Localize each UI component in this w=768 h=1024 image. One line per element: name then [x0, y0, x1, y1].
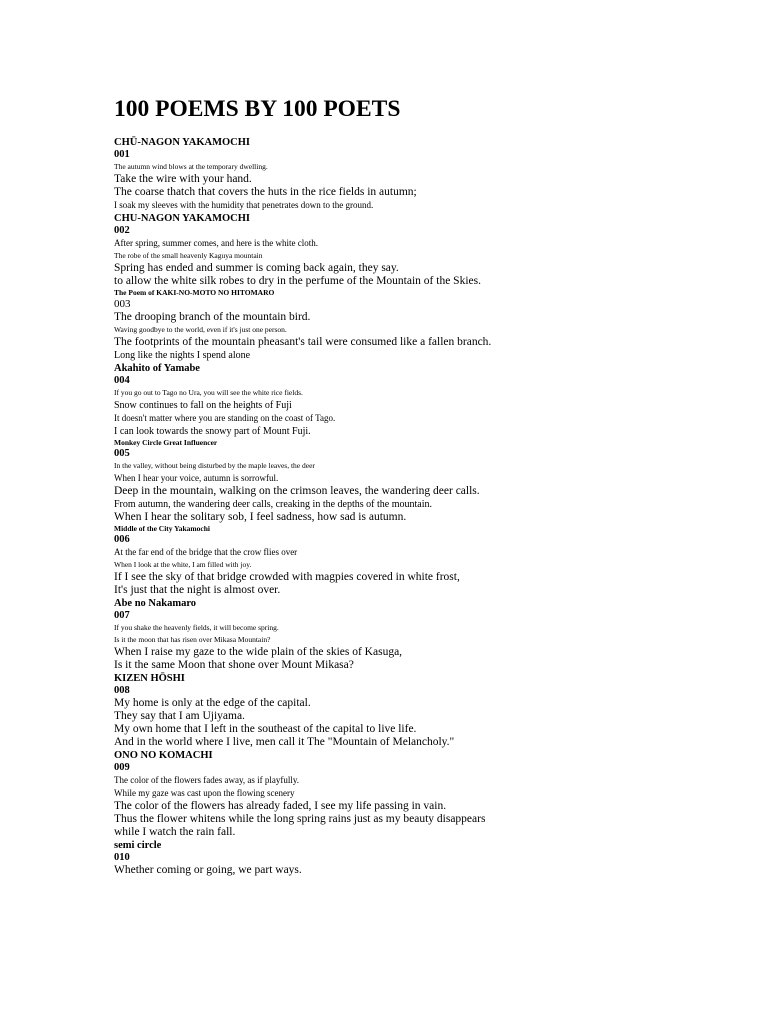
- poet-name: semi circle: [114, 840, 162, 851]
- poem-line: When I hear the solitary sob, I feel sadness, how sad is autumn.: [114, 511, 407, 523]
- poem-number: 008: [114, 685, 130, 696]
- poem-line: Snow continues to fall on the heights of Fuji: [114, 400, 292, 411]
- poem-line: The autumn wind blows at the temporary dwelling.: [114, 162, 268, 171]
- poem-line: If you shake the heavenly fields, it will become spring.: [114, 623, 279, 632]
- poet-name: CHU-NAGON YAKAMOCHI: [114, 213, 251, 224]
- poem-line: The coarse thatch that covers the huts in the rice fields in autumn;: [114, 186, 417, 198]
- poem-list: [114, 136, 734, 877]
- poem-line: Thus the flower whitens while the long spring rains just as my beauty disappears: [114, 813, 486, 825]
- poem-line: It's just that the night is almost over.: [114, 584, 281, 596]
- poem-line: My home is only at the edge of the capital.: [114, 697, 311, 709]
- poem-number: 004: [114, 375, 130, 386]
- poem-line: They say that I am Ujiyama.: [114, 710, 245, 722]
- poem-line: When I look at the white, I am filled with joy.: [114, 560, 252, 569]
- poem-line: to allow the white silk robes to dry in the perfume of the Mountain of the Skies.: [114, 275, 481, 287]
- poem-line: From autumn, the wandering deer calls, creaking in the depths of the mountain.: [114, 499, 432, 510]
- poem-line: I soak my sleeves with the humidity that penetrates down to the ground.: [114, 200, 374, 210]
- poem-number: 003: [114, 298, 131, 310]
- poem-line: Whether coming or going, we part ways.: [114, 864, 302, 876]
- poem-number: 001: [114, 149, 130, 160]
- poem-line: I can look towards the snowy part of Mount Fuji.: [114, 426, 311, 437]
- poem-line: Spring has ended and summer is coming back again, they say.: [114, 262, 399, 274]
- poem-line: At the far end of the bridge that the crow flies over: [114, 547, 298, 557]
- poem-line: It doesn't matter where you are standing on the coast of Tago.: [114, 413, 336, 423]
- poet-name: The Poem of KAKI-NO-MOTO NO HITOMARO: [114, 288, 275, 297]
- poem-line: The drooping branch of the mountain bird.: [114, 311, 311, 323]
- poem-line: Waving goodbye to the world, even if it's just one person.: [114, 325, 287, 334]
- poem-line: Deep in the mountain, walking on the crimson leaves, the wandering deer calls.: [114, 485, 480, 497]
- poet-name: KIZEN HŌSHI: [114, 673, 185, 684]
- poet-name: Middle of the City Yakamochi: [114, 524, 210, 533]
- poem-line: In the valley, without being disturbed by the maple leaves, the deer: [114, 461, 315, 470]
- poem-number: 002: [114, 225, 130, 236]
- poem-line: Long like the nights I spend alone: [114, 350, 251, 361]
- poem-line: The color of the flowers fades away, as if playfully.: [114, 775, 300, 785]
- poet-name: Monkey Circle Great Influencer: [114, 438, 218, 447]
- poem-line: My own home that I left in the southeast of the capital to live life.: [114, 723, 417, 735]
- poet-name: Akahito of Yamabe: [114, 363, 200, 374]
- poem-line: Is it the same Moon that shone over Mount Mikasa?: [114, 659, 354, 671]
- poem-number: 005: [114, 448, 130, 459]
- poem-number: 006: [114, 534, 130, 545]
- poem-line: When I hear your voice, autumn is sorrowful.: [114, 473, 279, 483]
- poem-line: If I see the sky of that bridge crowded with magpies covered in white frost,: [114, 571, 460, 583]
- poet-name: CHŪ-NAGON YAKAMOCHI: [114, 137, 251, 148]
- poet-name: ONO NO KOMACHI: [114, 750, 213, 761]
- poem-line: If you go out to Tago no Ura, you will see the white rice fields.: [114, 388, 303, 397]
- poem-number: 007: [114, 610, 130, 621]
- poem-line: The color of the flowers has already faded, I see my life passing in vain.: [114, 800, 447, 812]
- poem-line: while I watch the rain fall.: [114, 826, 236, 838]
- poem-line: After spring, summer comes, and here is the white cloth.: [114, 238, 318, 248]
- poem-line: The robe of the small heavenly Kaguya mountain: [114, 251, 263, 260]
- document-page: [114, 94, 734, 877]
- poet-name: Abe no Nakamaro: [114, 598, 197, 609]
- poem-line: Take the wire with your hand.: [114, 173, 252, 185]
- poem-line: Is it the moon that has risen over Mikasa Mountain?: [114, 635, 271, 644]
- poem-line: While my gaze was cast upon the flowing scenery: [114, 788, 295, 798]
- poem-number: 010: [114, 852, 130, 863]
- poem-line: And in the world where I live, men call it The "Mountain of Melancholy.": [114, 736, 455, 748]
- poem-line: When I raise my gaze to the wide plain of the skies of Kasuga,: [114, 646, 403, 658]
- poem-number: 009: [114, 762, 130, 773]
- poem-line: The footprints of the mountain pheasant's tail were consumed like a fallen branch.: [114, 336, 492, 348]
- page-title: 100 POEMS BY 100 POETS: [114, 96, 401, 122]
